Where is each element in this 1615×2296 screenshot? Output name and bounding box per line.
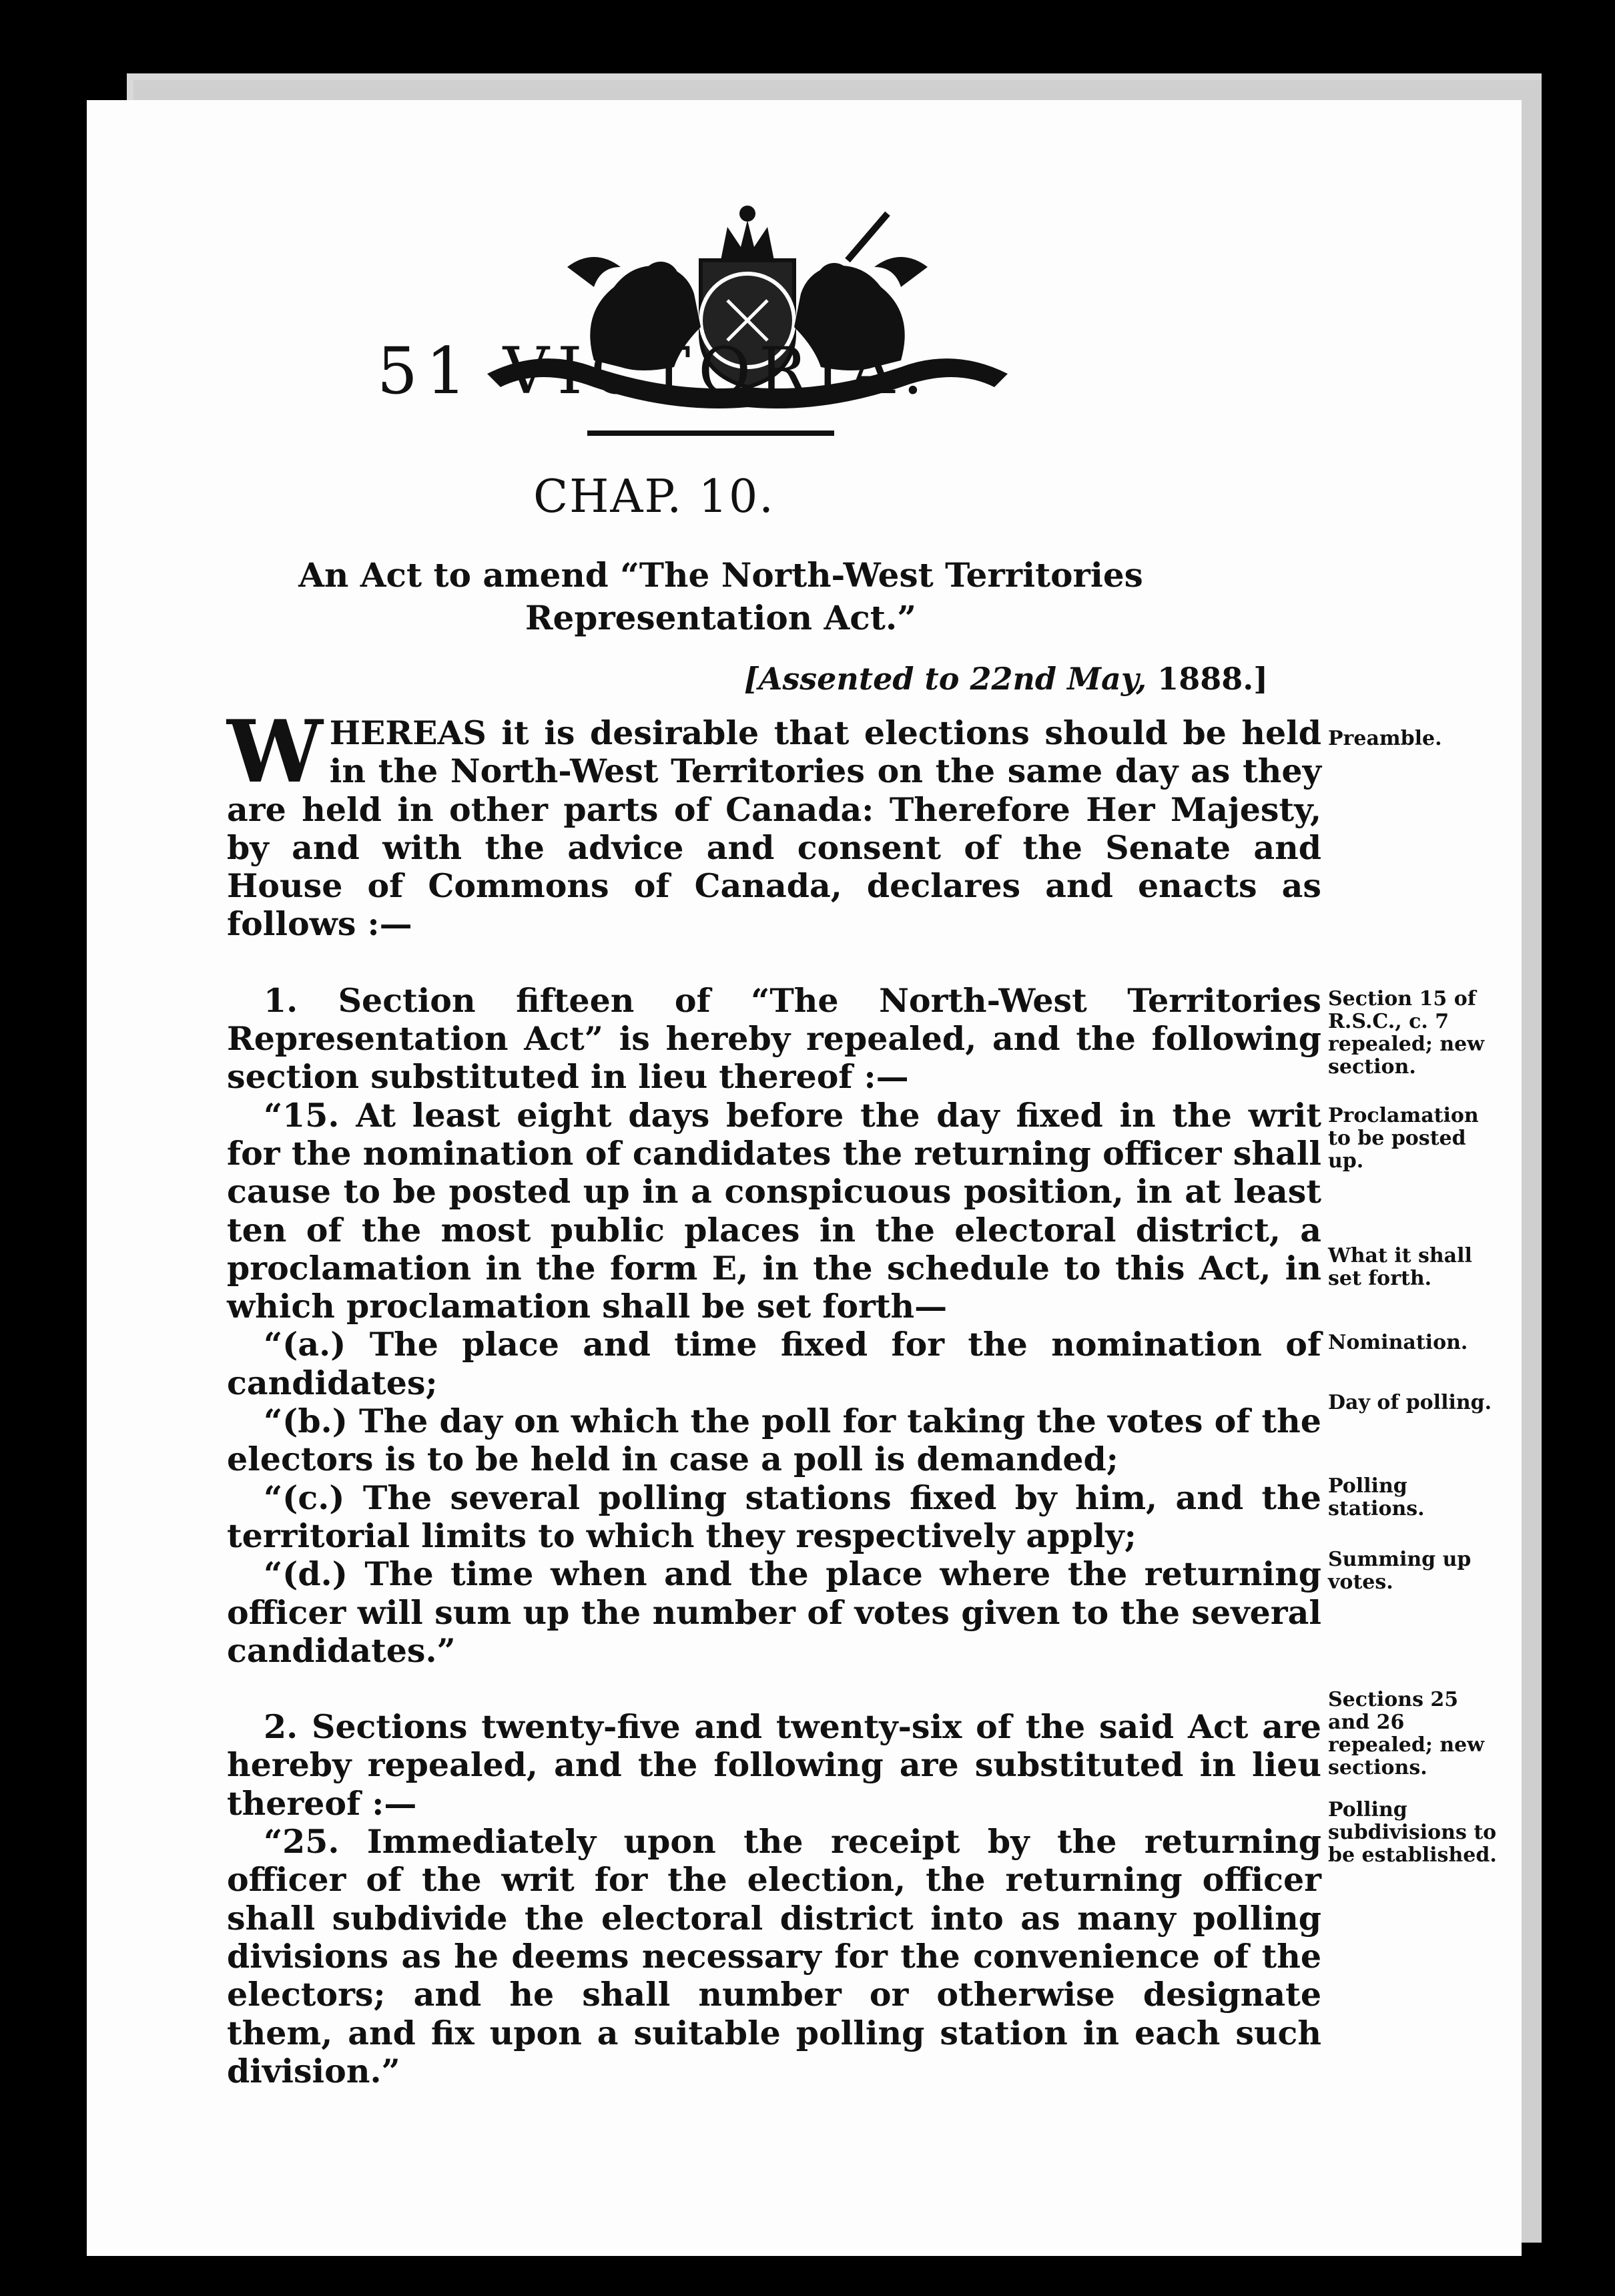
marginal-note: Preamble. xyxy=(1328,727,1442,750)
clause-b: “(b.) The day on which the poll for taking the votes of the electors is to be held in case a poll is demanded; xyxy=(227,1402,1321,1479)
document-page xyxy=(87,100,1522,2256)
title-rule xyxy=(587,431,834,436)
chapter-number: CHAP. 10. xyxy=(533,471,775,523)
act-body xyxy=(227,702,1321,2090)
assent-year: 1888.] xyxy=(1147,661,1268,697)
marginal-note: What it shall set forth. xyxy=(1328,1244,1472,1290)
marginal-note: Nomination. xyxy=(1328,1331,1468,1354)
assent-prefix: [Assented to 22nd May, xyxy=(743,661,1147,697)
section-2-intro: 2. Sections twenty-five and twenty-six of the said Act are hereby repealed, and the following are substituted in lieu thereof :— xyxy=(227,1707,1321,1823)
assent-date xyxy=(654,661,1268,697)
marginal-note: Polling subdivisions to be established. xyxy=(1328,1798,1497,1867)
marginal-note: Section 15 of R.S.C., c. 7 repealed; new section. xyxy=(1328,987,1485,1079)
marginal-note: Proclamation to be posted up. xyxy=(1328,1104,1479,1173)
dropcap: W xyxy=(227,702,323,802)
section-25: “25. Immediately upon the receipt by the returning officer of the writ for the election, the returning officer shall subdivide the electoral district into as many polling divisions as he deems necessary for the convenience of the electors; and he shall number or otherwise designate them, and fix upon a suitable polling station in each such division.” xyxy=(227,1822,1321,2090)
preamble xyxy=(227,702,1321,944)
marginal-note: Summing up votes. xyxy=(1328,1548,1472,1594)
marginal-note: Day of polling. xyxy=(1328,1391,1492,1414)
marginal-note: Sections 25 and 26 repealed; new sections. xyxy=(1328,1688,1485,1779)
clause-c: “(c.) The several polling stations fixed by him, and the territorial limits to which they respectively apply; xyxy=(227,1478,1321,1555)
clause-a: “(a.) The place and time fixed for the nomination of candidates; xyxy=(227,1325,1321,1402)
document-title: 51 VICTORIA. xyxy=(376,334,932,408)
section-1-intro: 1. Section fifteen of “The North-West Territories Representation Act” is hereby repealed, and the following section substituted in lieu thereof :— xyxy=(227,980,1321,1097)
preamble-text: HEREAS it is desirable that elections should be held in the North-West Territories on the same day as they are held in other parts of Canada: Therefore Her Majesty, by and with the advice and consent of the Senate and House of Commons of Canada, declares and enacts as follows :— xyxy=(227,713,1321,944)
section-15: “15. At least eight days before the day fixed in the writ for the nomination of candidates the returning officer shall cause to be posted up in a conspicuous position, in at least ten of the most public places in the electoral district, a proclamation in the form E, in the schedule to this Act, in which proclamation shall be set forth— xyxy=(227,1095,1321,1326)
act-title: An Act to amend “The North-West Territories Representation Act.” xyxy=(298,555,1143,637)
marginal-note: Polling stations. xyxy=(1328,1474,1425,1520)
clause-d: “(d.) The time when and the place where the returning officer will sum up the number of votes given to the several candidates.” xyxy=(227,1554,1321,1670)
